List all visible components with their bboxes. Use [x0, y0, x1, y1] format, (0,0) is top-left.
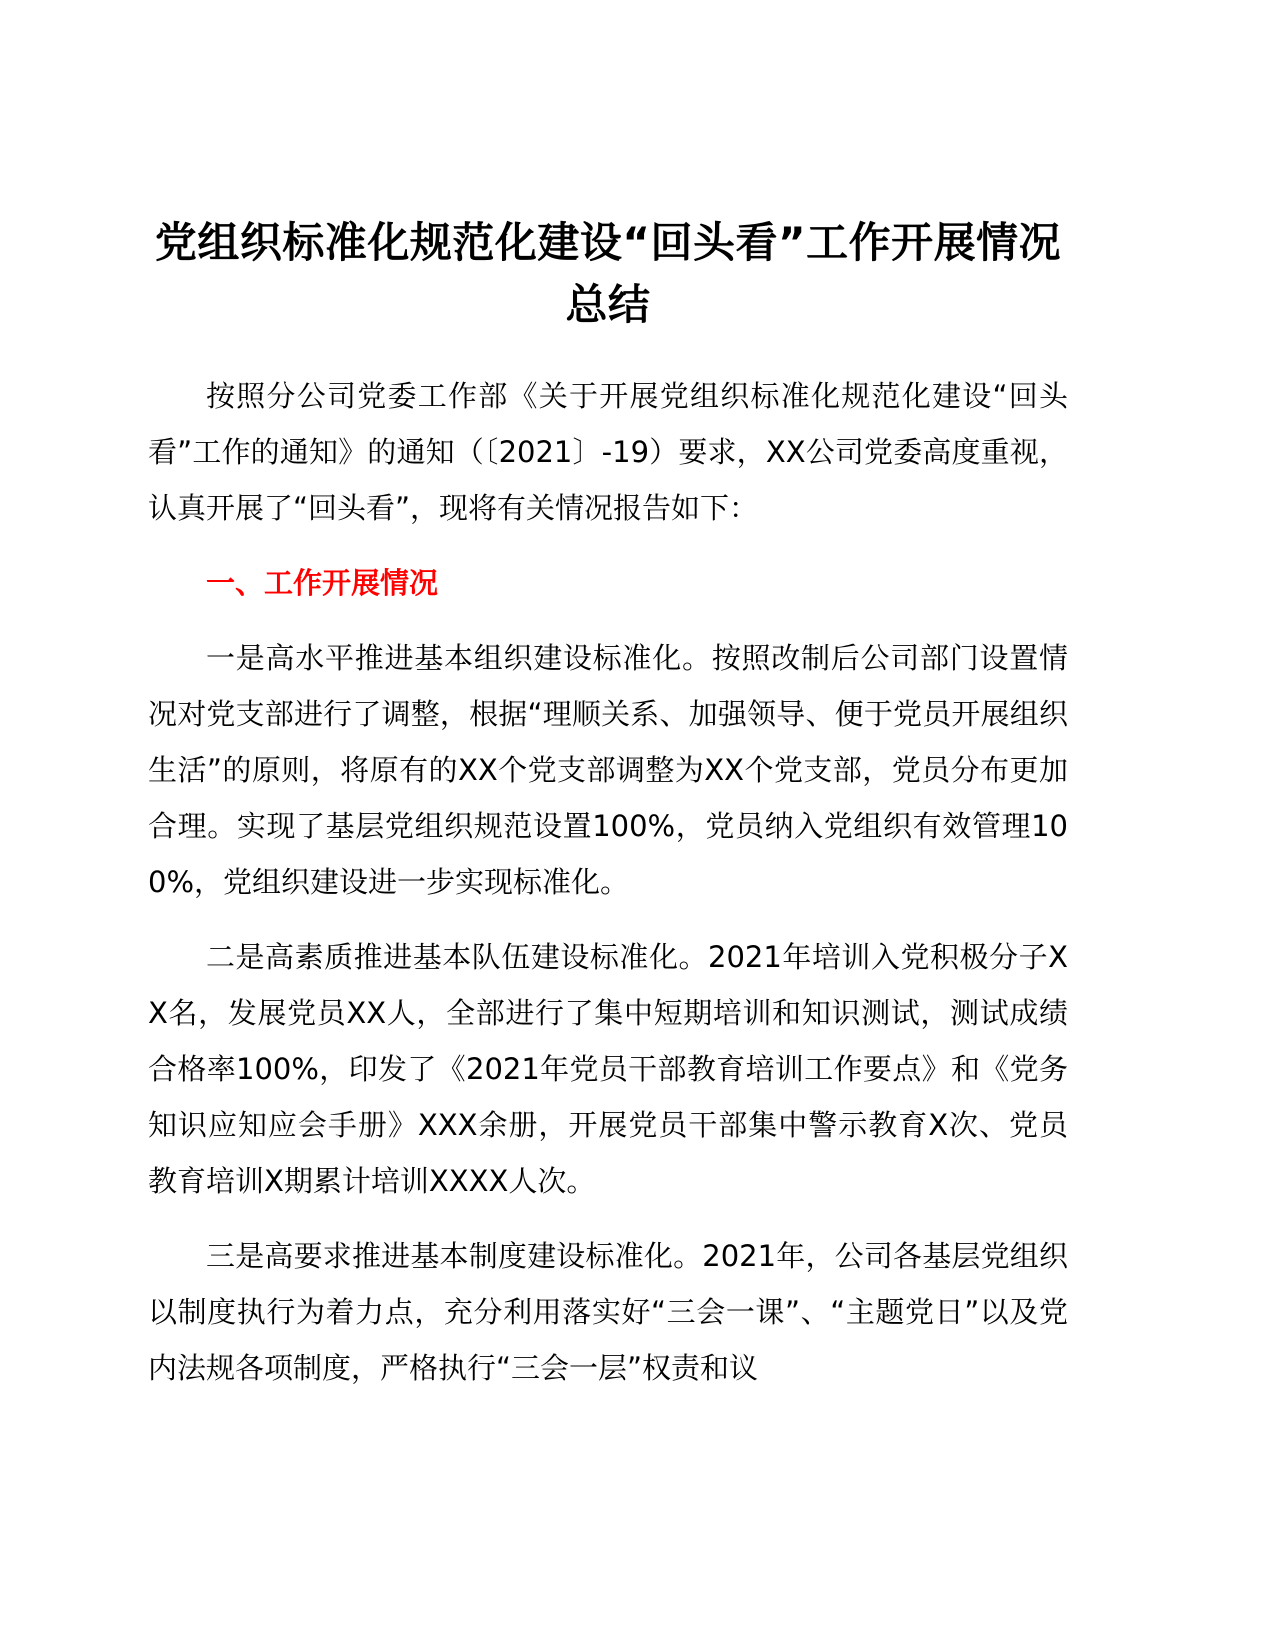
document-title: 党组织标准化规范化建设“回头看”工作开展情况总结 [154, 218, 1062, 329]
body-paragraph-1: 一是高水平推进基本组织建设标准化。按照改制后公司部门设置情况对党支部进行了调整，根据“理顺关系、加强领导、便于党员开展组织生活”的原则，将原有的XX个党支部调整为XX个党支部，党员分布更加合理。实现了基层党组织规范设置100%，党员纳入党组织有效管理100%，党组织建设进一步实现标准化。 [148, 641, 1068, 899]
document-page [148, 212, 1068, 1396]
body-paragraph-2: 二是高素质推进基本队伍建设标准化。2021年培训入党积极分子XX名，发展党员XX人，全部进行了集中短期培训和知识测试，测试成绩合格率100%，印发了《2021年党员干部教育培训工作要点》和《党务知识应知应会手册》XXX余册，开展党员干部集中警示教育X次、党员教育培训X期累计培训XXXX人次。 [148, 940, 1068, 1198]
body-paragraph-3: 三是高要求推进基本制度建设标准化。2021年，公司各基层党组织以制度执行为着力点，充分利用落实好“三会一课”、“主题党日”以及党内法规各项制度，严格执行“三会一层”权责和议 [148, 1239, 1068, 1385]
intro-paragraph: 按照分公司党委工作部《关于开展党组织标准化规范化建设“回头看”工作的通知》的通知（〔2021〕-19）要求，XX公司党委高度重视，认真开展了“回头看”，现将有关情况报告如下： [148, 379, 1068, 525]
section-heading: 一、工作开展情况 [206, 566, 439, 600]
